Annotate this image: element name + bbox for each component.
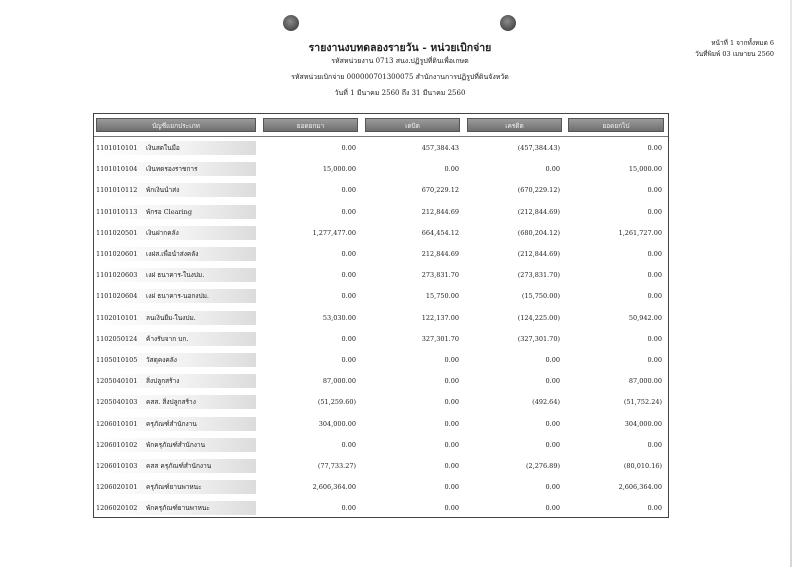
brought-forward-cell: 0.00 bbox=[341, 440, 356, 449]
disbursement-unit-line: รหัสหน่วยเบิกจ่าย 000000701300075 สำนักงานการปฏิรูปที่ดินจังหวัด bbox=[291, 73, 509, 81]
brought-forward-cell: 0.00 bbox=[341, 334, 356, 343]
account-code: 1105010105 bbox=[96, 356, 138, 364]
page-number: หน้าที่ 1 จากทั้งหมด 6 bbox=[711, 39, 774, 47]
brought-forward-cell: 0.00 bbox=[341, 250, 356, 258]
brought-forward-cell: 15,000.00 bbox=[322, 165, 356, 174]
carried-forward-cell: (80,010.16) bbox=[623, 462, 662, 470]
account-code: 1101010112 bbox=[96, 186, 138, 195]
account-name: เงินสดในมือ bbox=[146, 144, 180, 152]
account-code: 1101010104 bbox=[96, 165, 138, 174]
account-code: 1206020102 bbox=[96, 504, 138, 513]
date-range-line: วันที่ 1 มีนาคม 2560 ถึง 31 มีนาคม 2560 bbox=[334, 89, 466, 97]
account-cell bbox=[96, 417, 256, 431]
credit-cell: (2,276.89) bbox=[525, 462, 560, 470]
credit-cell: 0.00 bbox=[545, 504, 560, 513]
table-row bbox=[94, 286, 668, 307]
table-row bbox=[94, 223, 668, 244]
table-row bbox=[94, 392, 668, 413]
account-code: 1206010101 bbox=[96, 419, 138, 428]
table-row bbox=[94, 477, 668, 498]
account-name: ค้างรับจาก บก. bbox=[146, 334, 189, 343]
credit-cell: 0.00 bbox=[545, 165, 560, 174]
account-cell bbox=[96, 183, 256, 197]
debit-cell: 212,844.69 bbox=[421, 207, 459, 216]
credit-cell: (457,384.43) bbox=[517, 144, 560, 152]
carried-forward-cell: 304,000.00 bbox=[624, 419, 662, 428]
carried-forward-cell: 15,000.00 bbox=[628, 165, 662, 174]
account-cell bbox=[96, 332, 256, 346]
debit-cell: 670,229.12 bbox=[421, 186, 459, 195]
table-row bbox=[94, 371, 668, 392]
debit-cell: 0.00 bbox=[444, 462, 459, 470]
account-name: เงินทดรองราชการ bbox=[146, 165, 198, 174]
account-code: 1101020601 bbox=[96, 250, 138, 258]
account-name: คสส. สิ่งปลูกสร้าง bbox=[146, 398, 196, 407]
account-name: เงฝ ธนาคาร-ในงปม. bbox=[146, 271, 205, 280]
brought-forward-cell: 0.00 bbox=[341, 292, 356, 301]
credit-cell: (273,831.70) bbox=[517, 271, 560, 280]
brought-forward-cell: (51,259.60) bbox=[317, 398, 356, 407]
account-cell bbox=[96, 141, 256, 155]
account-code: 1101020604 bbox=[96, 292, 138, 301]
account-code: 1206020101 bbox=[96, 483, 138, 492]
header-debit: เดบิต bbox=[365, 118, 460, 132]
brought-forward-cell: 0.00 bbox=[341, 186, 356, 195]
header-divider bbox=[94, 136, 668, 137]
brought-forward-cell: 0.00 bbox=[341, 207, 356, 216]
header-carried-forward: ยอดยกไป bbox=[568, 118, 664, 132]
brought-forward-cell: 304,000.00 bbox=[318, 419, 356, 428]
carried-forward-cell: 0.00 bbox=[647, 250, 662, 258]
table-row bbox=[94, 244, 668, 265]
table-row bbox=[94, 265, 668, 286]
debit-cell: 0.00 bbox=[444, 483, 459, 492]
account-cell bbox=[96, 459, 256, 473]
carried-forward-cell: 0.00 bbox=[647, 334, 662, 343]
report-title: รายงานงบทดลองรายวัน - หน่วยเบิกจ่าย bbox=[308, 42, 492, 54]
account-name: เงินฝากคลัง bbox=[146, 228, 179, 237]
brought-forward-cell: 0.00 bbox=[341, 356, 356, 364]
account-name: ครุภัณฑ์สำนักงาน bbox=[146, 419, 197, 428]
account-cell bbox=[96, 501, 256, 515]
account-name: เงฝส.เพื่อนำส่งคลัง bbox=[146, 250, 199, 258]
table-row bbox=[94, 498, 668, 519]
debit-cell: 0.00 bbox=[444, 165, 459, 174]
account-cell bbox=[96, 268, 256, 282]
account-cell bbox=[96, 289, 256, 303]
account-code: 1102010101 bbox=[96, 313, 138, 322]
debit-cell: 0.00 bbox=[444, 356, 459, 364]
table-row bbox=[94, 308, 668, 329]
account-code: 1102050124 bbox=[96, 334, 138, 343]
carried-forward-cell: 0.00 bbox=[647, 356, 662, 364]
scan-page-edge bbox=[790, 0, 792, 567]
carried-forward-cell: 0.00 bbox=[647, 504, 662, 513]
debit-cell: 0.00 bbox=[444, 440, 459, 449]
brought-forward-cell: 0.00 bbox=[341, 271, 356, 280]
account-cell bbox=[96, 374, 256, 388]
account-code: 1205040103 bbox=[96, 398, 138, 407]
account-cell bbox=[96, 311, 256, 325]
table-row bbox=[94, 329, 668, 350]
debit-cell: 664,454.12 bbox=[421, 228, 459, 237]
account-name: พักรอ Clearing bbox=[146, 207, 192, 216]
carried-forward-cell: 0.00 bbox=[647, 440, 662, 449]
debit-cell: 0.00 bbox=[444, 504, 459, 513]
credit-cell: (670,229.12) bbox=[517, 186, 560, 195]
account-cell bbox=[96, 353, 256, 367]
punch-hole-right bbox=[500, 15, 516, 31]
page-info bbox=[695, 38, 774, 60]
account-cell bbox=[96, 438, 256, 452]
debit-cell: 0.00 bbox=[444, 398, 459, 407]
credit-cell: 0.00 bbox=[545, 356, 560, 364]
account-name: เงฝ ธนาคาร-นอกงปม. bbox=[146, 292, 209, 301]
carried-forward-cell: (51,752.24) bbox=[623, 398, 662, 407]
table-row bbox=[94, 435, 668, 456]
account-code: 1101020501 bbox=[96, 228, 138, 237]
debit-cell: 0.00 bbox=[444, 377, 459, 386]
table-row bbox=[94, 414, 668, 435]
debit-cell: 212,844.69 bbox=[421, 250, 459, 258]
header-credit: เครดิต bbox=[467, 118, 562, 132]
print-date: วันที่พิมพ์ 03 เมษายน 2560 bbox=[695, 50, 774, 58]
credit-cell: (15,750.00) bbox=[521, 292, 560, 301]
debit-cell: 122,137.00 bbox=[421, 313, 459, 322]
account-cell bbox=[96, 395, 256, 409]
debit-cell: 15,750.00 bbox=[425, 292, 459, 301]
credit-cell: (327,301.70) bbox=[517, 334, 560, 343]
carried-forward-cell: 0.00 bbox=[647, 144, 662, 152]
table-row bbox=[94, 138, 668, 159]
credit-cell: 0.00 bbox=[545, 377, 560, 386]
carried-forward-cell: 2,606,364.00 bbox=[618, 483, 662, 492]
account-name: พักครุภัณฑ์สำนักงาน bbox=[146, 440, 206, 449]
account-cell bbox=[96, 205, 256, 219]
account-cell bbox=[96, 247, 256, 261]
credit-cell: (212,844.69) bbox=[517, 207, 560, 216]
account-code: 1101010101 bbox=[96, 144, 138, 152]
account-name: ลนเงินยืม-ในงปม. bbox=[146, 313, 196, 322]
agency-code-line: รหัสหน่วยงาน 0713 สนง.ปฏิรูปที่ดินเพื่อเกษต bbox=[331, 57, 469, 65]
account-name: พักครุภัณฑ์ยานพาหนะ bbox=[146, 504, 210, 513]
debit-cell: 273,831.70 bbox=[421, 271, 459, 280]
credit-cell: (492.64) bbox=[532, 398, 560, 407]
account-name: คสส ครุภัณฑ์สำนักงาน bbox=[146, 462, 212, 470]
trial-balance-table bbox=[93, 113, 669, 518]
brought-forward-cell: 87,000.00 bbox=[322, 377, 356, 386]
carried-forward-cell: 0.00 bbox=[647, 292, 662, 301]
carried-forward-cell: 87,000.00 bbox=[628, 377, 662, 386]
account-code: 1101020603 bbox=[96, 271, 138, 280]
brought-forward-cell: 0.00 bbox=[341, 504, 356, 513]
account-cell bbox=[96, 226, 256, 240]
credit-cell: 0.00 bbox=[545, 419, 560, 428]
account-code: 1205040101 bbox=[96, 377, 138, 386]
credit-cell: (124,225.00) bbox=[517, 313, 560, 322]
account-code: 1206010102 bbox=[96, 440, 138, 449]
account-code: 1206010103 bbox=[96, 462, 138, 470]
brought-forward-cell: (77,733.27) bbox=[317, 462, 356, 470]
debit-cell: 457,384.43 bbox=[421, 144, 459, 152]
brought-forward-cell: 53,030.00 bbox=[322, 313, 356, 322]
account-name: พักเงินนำส่ง bbox=[146, 186, 180, 195]
credit-cell: (680,204.12) bbox=[517, 228, 560, 237]
credit-cell: (212,844.69) bbox=[517, 250, 560, 258]
table-row bbox=[94, 180, 668, 201]
account-name: ครุภัณฑ์ยานพาหนะ bbox=[146, 483, 202, 492]
debit-cell: 327,301.70 bbox=[421, 334, 459, 343]
carried-forward-cell: 0.00 bbox=[647, 271, 662, 280]
credit-cell: 0.00 bbox=[545, 483, 560, 492]
account-cell bbox=[96, 480, 256, 494]
brought-forward-cell: 1,277,477.00 bbox=[312, 228, 356, 237]
carried-forward-cell: 50,942.00 bbox=[628, 313, 662, 322]
account-code: 1101010113 bbox=[96, 207, 138, 216]
punch-hole-left bbox=[283, 15, 299, 31]
carried-forward-cell: 0.00 bbox=[647, 207, 662, 216]
account-name: วัสดุคงคลัง bbox=[146, 356, 177, 364]
credit-cell: 0.00 bbox=[545, 440, 560, 449]
header-account: บัญชีแยกประเภท bbox=[96, 118, 256, 132]
brought-forward-cell: 2,606,364.00 bbox=[312, 483, 356, 492]
table-row bbox=[94, 159, 668, 180]
account-name: สิ่งปลูกสร้าง bbox=[146, 377, 180, 386]
brought-forward-cell: 0.00 bbox=[341, 144, 356, 152]
table-row bbox=[94, 202, 668, 223]
debit-cell: 0.00 bbox=[444, 419, 459, 428]
carried-forward-cell: 1,261,727.00 bbox=[618, 228, 662, 237]
table-row bbox=[94, 350, 668, 371]
table-row bbox=[94, 456, 668, 477]
account-cell bbox=[96, 162, 256, 176]
header-brought-forward: ยอดยกมา bbox=[263, 118, 358, 132]
carried-forward-cell: 0.00 bbox=[647, 186, 662, 195]
